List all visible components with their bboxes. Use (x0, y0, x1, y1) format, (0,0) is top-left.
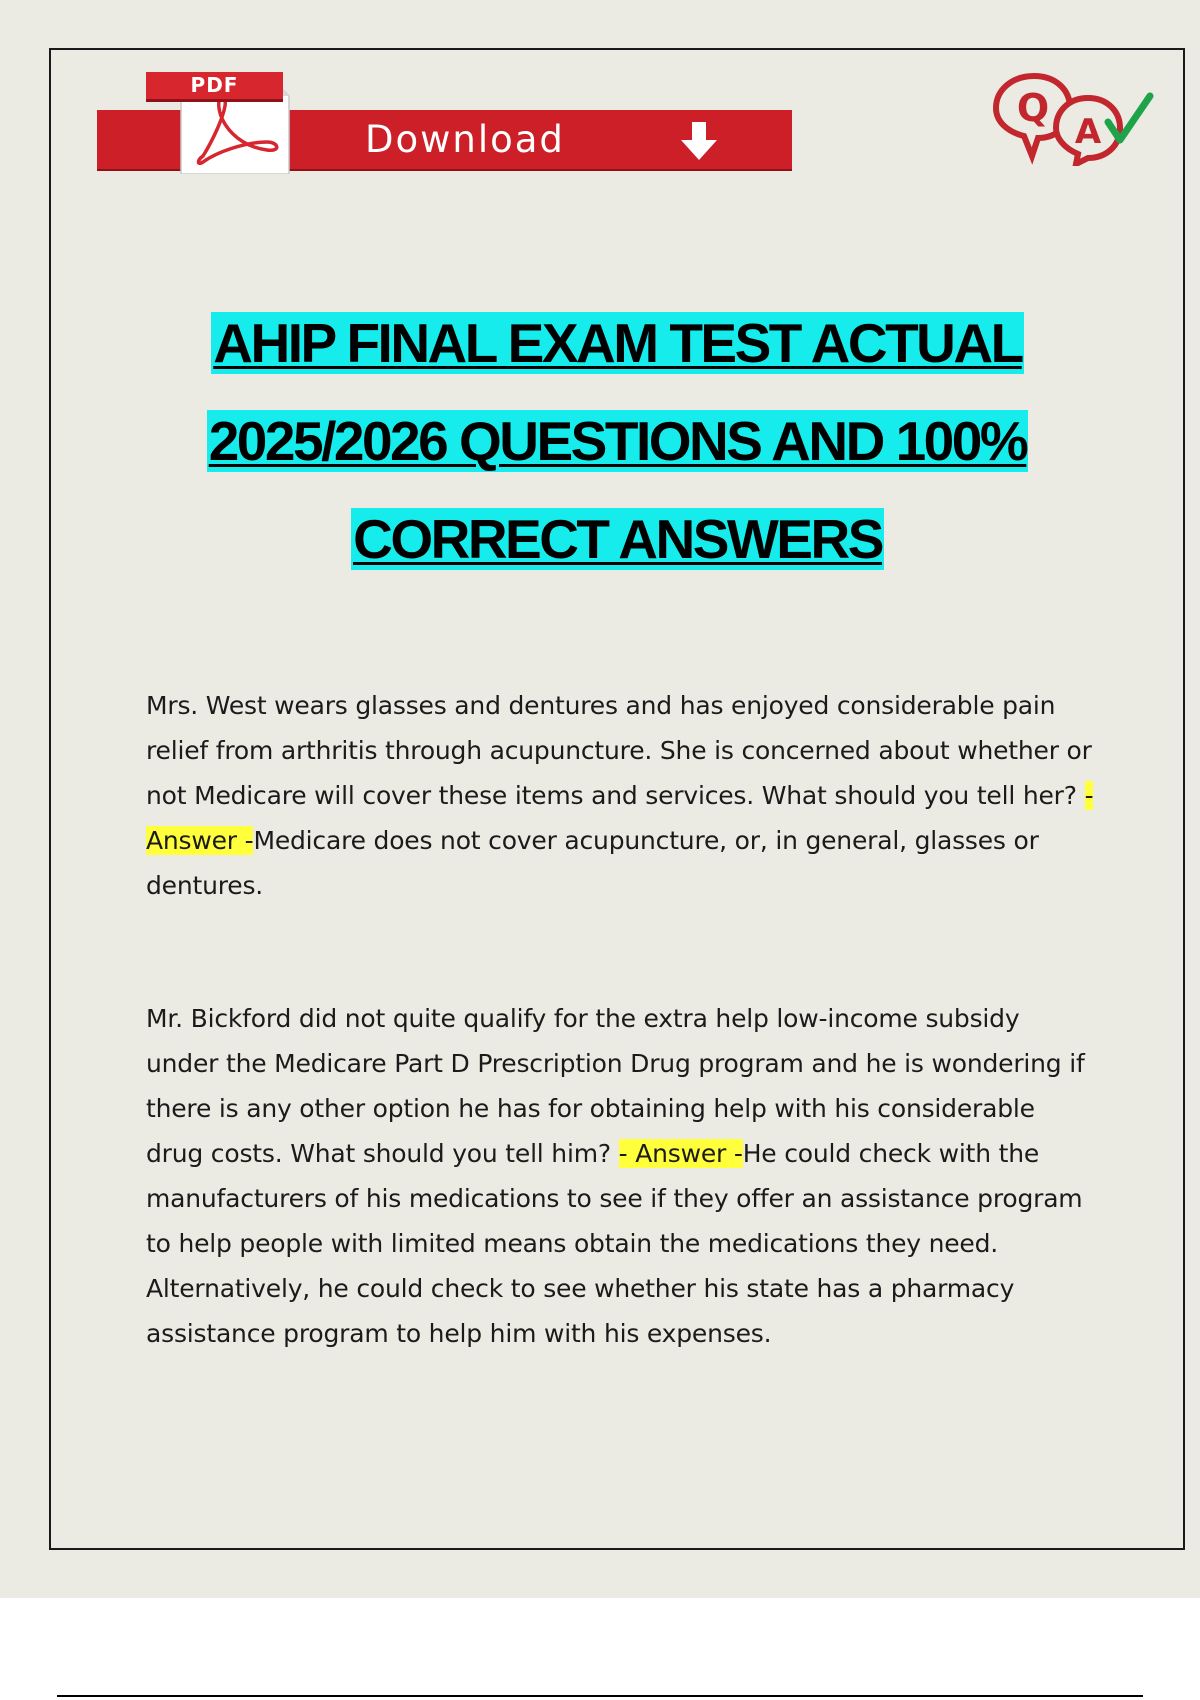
download-arrow-icon[interactable] (677, 120, 721, 162)
document-title (60, 312, 1175, 606)
pdf-document-icon (141, 70, 291, 174)
svg-text:A: A (1074, 112, 1102, 152)
download-label[interactable]: Download (365, 118, 565, 161)
answer-text: He could check with the manufacturers of his medications to see if they offer an assistance program to help people with limited means obtain the medications they need. Alternatively, he could check to see whether his state has a pharmacy assistance program to help him with his expenses. (146, 1139, 1083, 1348)
footer-divider (57, 1695, 1143, 1697)
question-text: Mr. Bickford did not quite qualify for the extra help low-income subsidy under the Medicare Part D Prescription Drug program and he is wondering if there is any other option he has for obtaining help with his considerable drug costs. What should you tell him? (146, 1004, 1085, 1168)
qa-item (146, 996, 1096, 1356)
svg-text:Q: Q (1016, 86, 1050, 130)
title-line-2: 2025/2026 QUESTIONS AND 100% (208, 410, 1027, 472)
title-line-1: AHIP FINAL EXAM TEST ACTUAL (213, 312, 1022, 374)
pdf-tab-label: PDF (146, 72, 283, 99)
qa-item (146, 683, 1096, 908)
qa-check-logo-icon (990, 70, 1155, 166)
title-line-3: CORRECT ANSWERS (353, 508, 882, 570)
question-text: Mrs. West wears glasses and dentures and has enjoyed considerable pain relief from arthritis through acupuncture. She is concerned about whether or not Medicare will cover these items and services. What should you tell her? (146, 691, 1092, 810)
answer-label: - Answer - (146, 781, 1094, 855)
answer-text: Medicare does not cover acupuncture, or, in general, glasses or dentures. (146, 826, 1039, 900)
answer-label: - Answer - (618, 1139, 743, 1168)
download-banner[interactable] (97, 70, 792, 174)
